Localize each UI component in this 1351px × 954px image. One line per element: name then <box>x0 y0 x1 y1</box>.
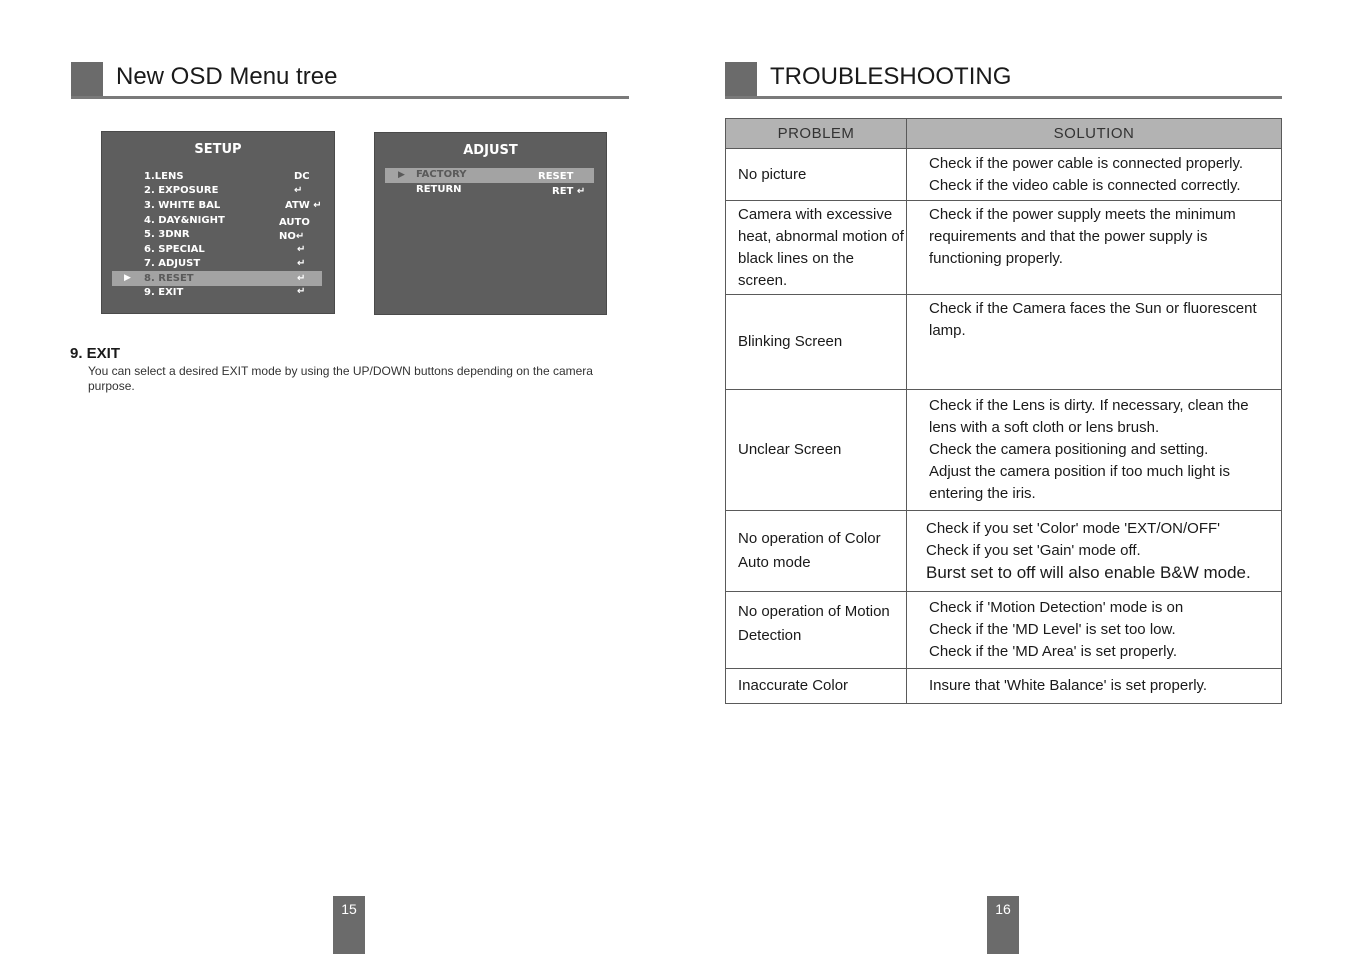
adjust-item-factory-value: RESET <box>538 171 574 182</box>
solution-cell <box>907 592 1282 669</box>
setup-item-whitebal-value: ATW ↵ <box>285 200 322 211</box>
setup-item-lens-value: DC <box>294 171 310 182</box>
solution-cell <box>907 390 1282 511</box>
exit-section-title: 9. EXIT <box>70 345 121 362</box>
solution-cell <box>907 201 1282 295</box>
problem-cell: Unclear Screen <box>726 390 907 511</box>
problem-cell: Camera with excessive heat, abnormal motion of black lines on the screen. <box>726 201 907 295</box>
table-row <box>726 511 1282 592</box>
setup-item-special-label: 6. SPECIAL <box>144 244 205 255</box>
setup-item-lens-label: 1.LENS <box>144 171 184 182</box>
heading-marker <box>725 62 757 96</box>
troubleshooting-heading-text: TROUBLESHOOTING <box>770 63 1012 90</box>
table-row <box>726 592 1282 669</box>
solution-line: Check if the video cable is connected correctly. <box>929 176 1241 194</box>
table-row <box>726 201 1282 295</box>
problem-cell: No picture <box>726 149 907 201</box>
solution-line: Check if the Lens is dirty. If necessary, clean the lens with a soft cloth or lens brush. <box>929 397 1249 436</box>
table-row <box>726 669 1282 704</box>
page-number-left: 15 <box>333 896 365 954</box>
osd-heading-text: New OSD Menu tree <box>116 63 338 90</box>
adjust-menu-panel <box>374 132 607 315</box>
adjust-item-return-label: RETURN <box>416 184 462 195</box>
solution-line: Check the camera positioning and setting. <box>929 441 1209 458</box>
problem-cell: Blinking Screen <box>726 295 907 390</box>
solution-cell <box>907 295 1282 390</box>
solution-cell <box>907 511 1282 592</box>
heading-marker <box>71 62 103 96</box>
setup-item-adjust-value: ↵ <box>297 258 306 269</box>
solution-line: Insure that 'White Balance' is set properly. <box>929 677 1208 694</box>
troubleshooting-heading <box>725 62 1282 99</box>
solution-line: Check if 'Motion Detection' mode is on <box>929 599 1184 616</box>
adjust-menu-title: ADJUST <box>463 143 518 158</box>
setup-item-adjust-label: 7. ADJUST <box>144 258 201 269</box>
setup-item-exit-label: 9. EXIT <box>144 287 184 298</box>
problem-cell: No operation of Motion Detection <box>726 592 907 669</box>
setup-item-exit-value: ↵ <box>297 286 306 297</box>
table-row <box>726 390 1282 511</box>
setup-item-3dnr-value: NO↵ <box>279 231 305 242</box>
solution-line: Check if the power supply meets the minimum requirements and that the power supply is functioning properly. <box>929 206 1236 267</box>
header-solution: SOLUTION <box>907 119 1282 149</box>
setup-item-3dnr-label: 5. 3DNR <box>144 229 190 240</box>
header-problem: PROBLEM <box>726 119 907 149</box>
exit-section-description: You can select a desired EXIT mode by using the UP/DOWN buttons depending on the camera purpose. <box>88 364 593 393</box>
table-row <box>726 295 1282 390</box>
solution-line: Check if the power cable is connected properly. <box>929 154 1244 172</box>
solution-line: Check if the 'MD Level' is set too low. <box>929 621 1176 638</box>
solution-line: Adjust the camera position if too much light is entering the iris. <box>929 463 1230 502</box>
solution-line: Check if you set 'Color' mode 'EXT/ON/OFF' <box>926 520 1221 537</box>
solution-line: Burst set to off will also enable B&W mode. <box>926 563 1251 582</box>
osd-menu-tree-heading <box>71 62 629 99</box>
solution-line: Check if you set 'Gain' mode off. <box>926 542 1141 559</box>
setup-menu-title: SETUP <box>194 142 242 157</box>
table-row <box>726 149 1282 201</box>
setup-item-reset-value: ↵ <box>297 273 306 284</box>
problem-cell: No operation of Color Auto mode <box>726 511 907 592</box>
setup-item-exposure-label: 2. EXPOSURE <box>144 185 219 196</box>
solution-cell <box>907 149 1282 201</box>
selection-arrow-icon: ▶ <box>124 273 131 283</box>
setup-item-reset-label: 8. RESET <box>144 273 194 284</box>
problem-cell: Inaccurate Color <box>726 669 907 704</box>
solution-cell <box>907 669 1282 704</box>
solution-line: Check if the 'MD Area' is set properly. <box>929 643 1178 660</box>
setup-item-daynight-value: AUTO <box>279 217 310 228</box>
table-header-row <box>726 119 1282 149</box>
setup-item-exposure-value: ↵ <box>294 185 303 196</box>
setup-item-daynight-label: 4. DAY&NIGHT <box>144 215 225 226</box>
adjust-item-factory-label: FACTORY <box>416 169 467 180</box>
selection-arrow-icon: ▶ <box>398 170 405 180</box>
setup-item-special-value: ↵ <box>297 244 306 255</box>
setup-item-whitebal-label: 3. WHITE BAL <box>144 200 221 211</box>
solution-line: Check if the Camera faces the Sun or fluorescent lamp. <box>929 300 1257 339</box>
troubleshooting-table <box>725 118 1282 704</box>
adjust-item-return-value: RET ↵ <box>552 186 586 197</box>
page-number-right: 16 <box>987 896 1019 954</box>
setup-menu-panel <box>101 131 335 314</box>
